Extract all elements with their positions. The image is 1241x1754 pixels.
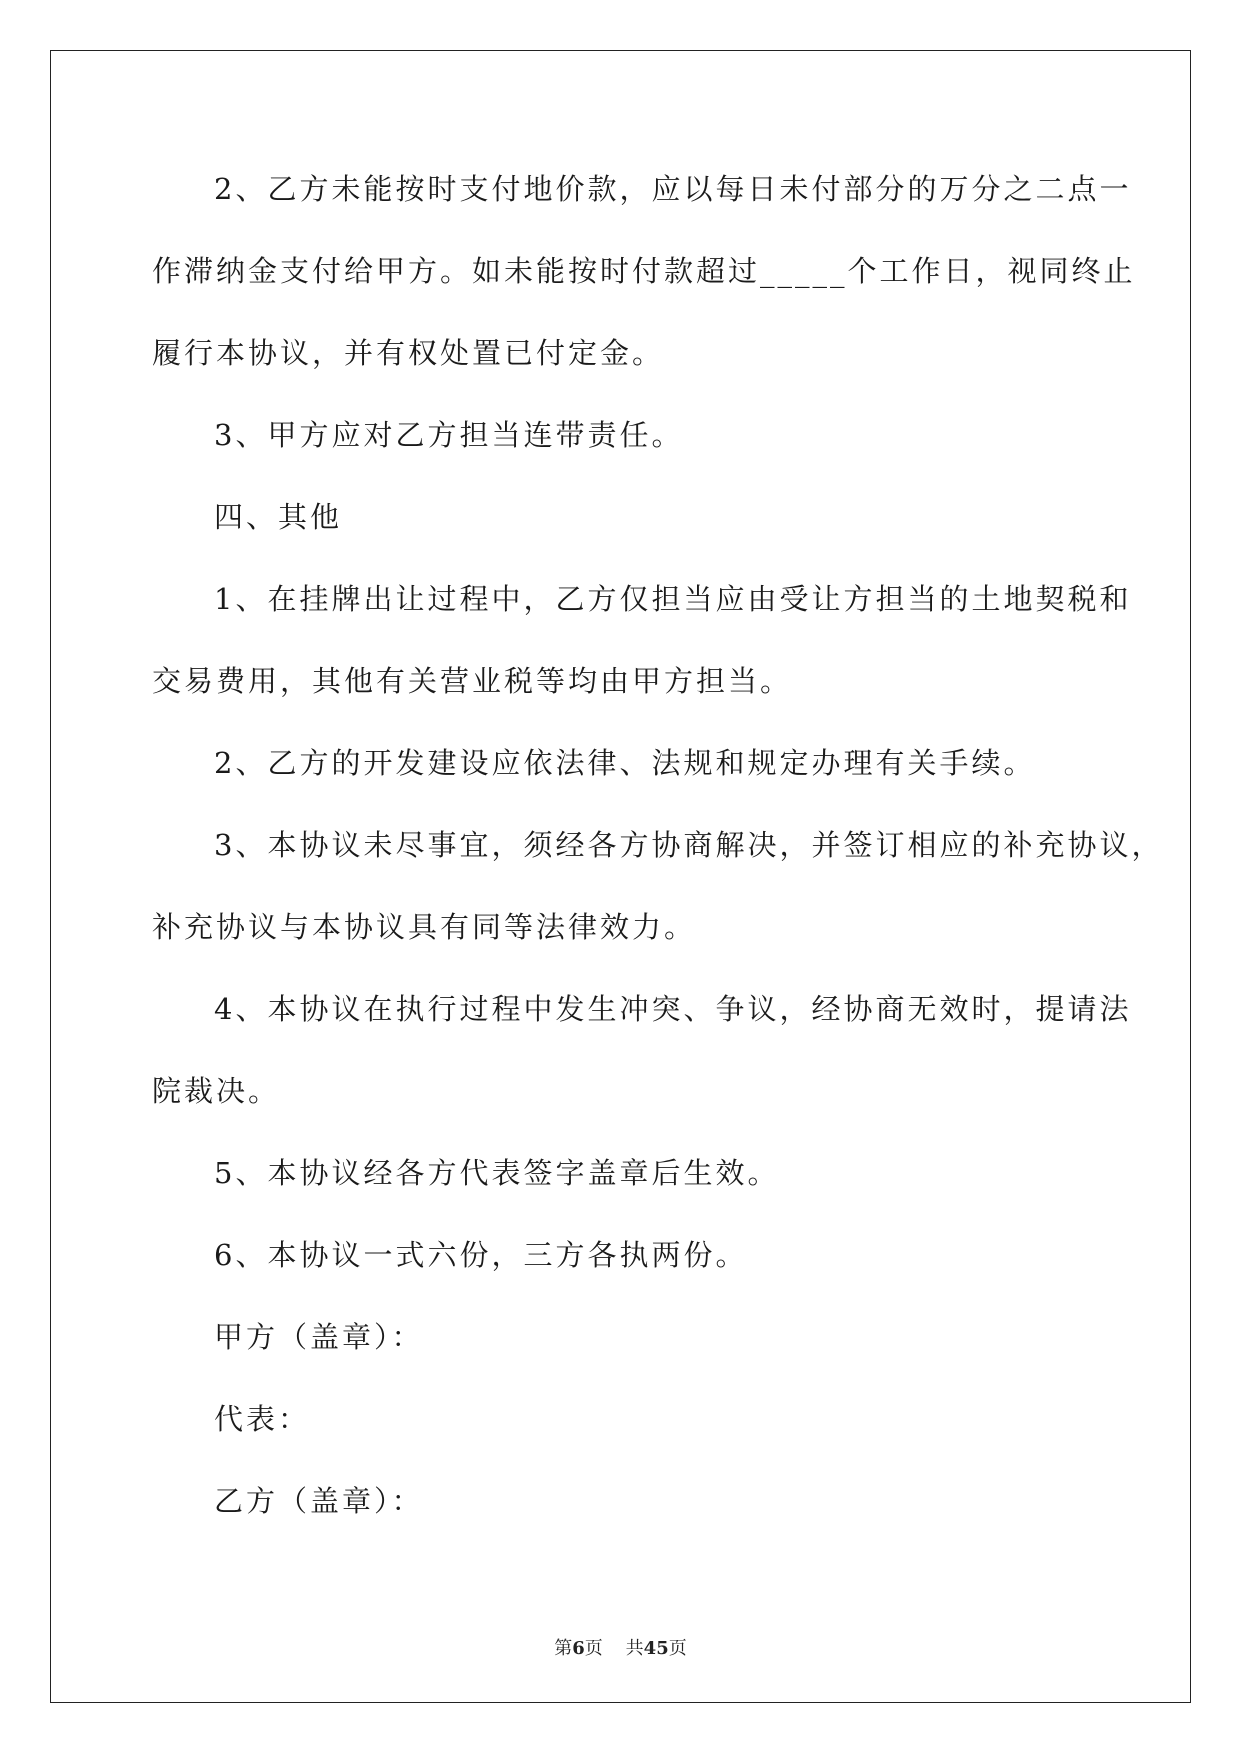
text-line: 履行本协议，并有权处置已付定金。 [152, 336, 665, 370]
text-line: 1、在挂牌出让过程中，乙方仅担当应由受让方担当的土地契税和 [214, 582, 1132, 616]
footer-page-suffix: 页 [584, 1638, 603, 1659]
footer-total-prefix: 共 [625, 1638, 644, 1659]
text-line: 交易费用，其他有关营业税等均由甲方担当。 [152, 664, 793, 698]
footer-total-suffix: 页 [668, 1638, 687, 1659]
page-footer [0, 1634, 1241, 1660]
text-line: 2、乙方未能按时支付地价款，应以每日未付部分的万分之二点一 [214, 172, 1132, 206]
text-line: 补充协议与本协议具有同等法律效力。 [152, 910, 697, 944]
text-line: 2、乙方的开发建设应依法律、法规和规定办理有关手续。 [214, 746, 1036, 780]
signature-party-a: 甲方（盖章）： [214, 1320, 424, 1354]
text-line: 作滞纳金支付给甲方。如未能按时付款超过_____个工作日，视同终止 [152, 254, 1136, 288]
page-number: 6 [572, 1638, 585, 1659]
text-line: 院裁决。 [152, 1074, 281, 1108]
footer-prefix: 第 [554, 1638, 573, 1659]
text-line: 5、本协议经各方代表签字盖章后生效。 [214, 1156, 780, 1190]
text-line: 3、甲方应对乙方担当连带责任。 [214, 418, 684, 452]
text-line: 4、本协议在执行过程中发生冲突、争议，经协商无效时，提请法 [214, 992, 1132, 1026]
signature-representative: 代表： [214, 1402, 311, 1436]
text-line: 3、本协议未尽事宜，须经各方协商解决，并签订相应的补充协议， [214, 828, 1164, 862]
text-line: 6、本协议一式六份，三方各执两份。 [214, 1238, 748, 1272]
signature-party-b: 乙方（盖章）： [214, 1484, 424, 1518]
total-pages: 45 [643, 1638, 669, 1659]
section-heading: 四、其他 [214, 500, 343, 534]
